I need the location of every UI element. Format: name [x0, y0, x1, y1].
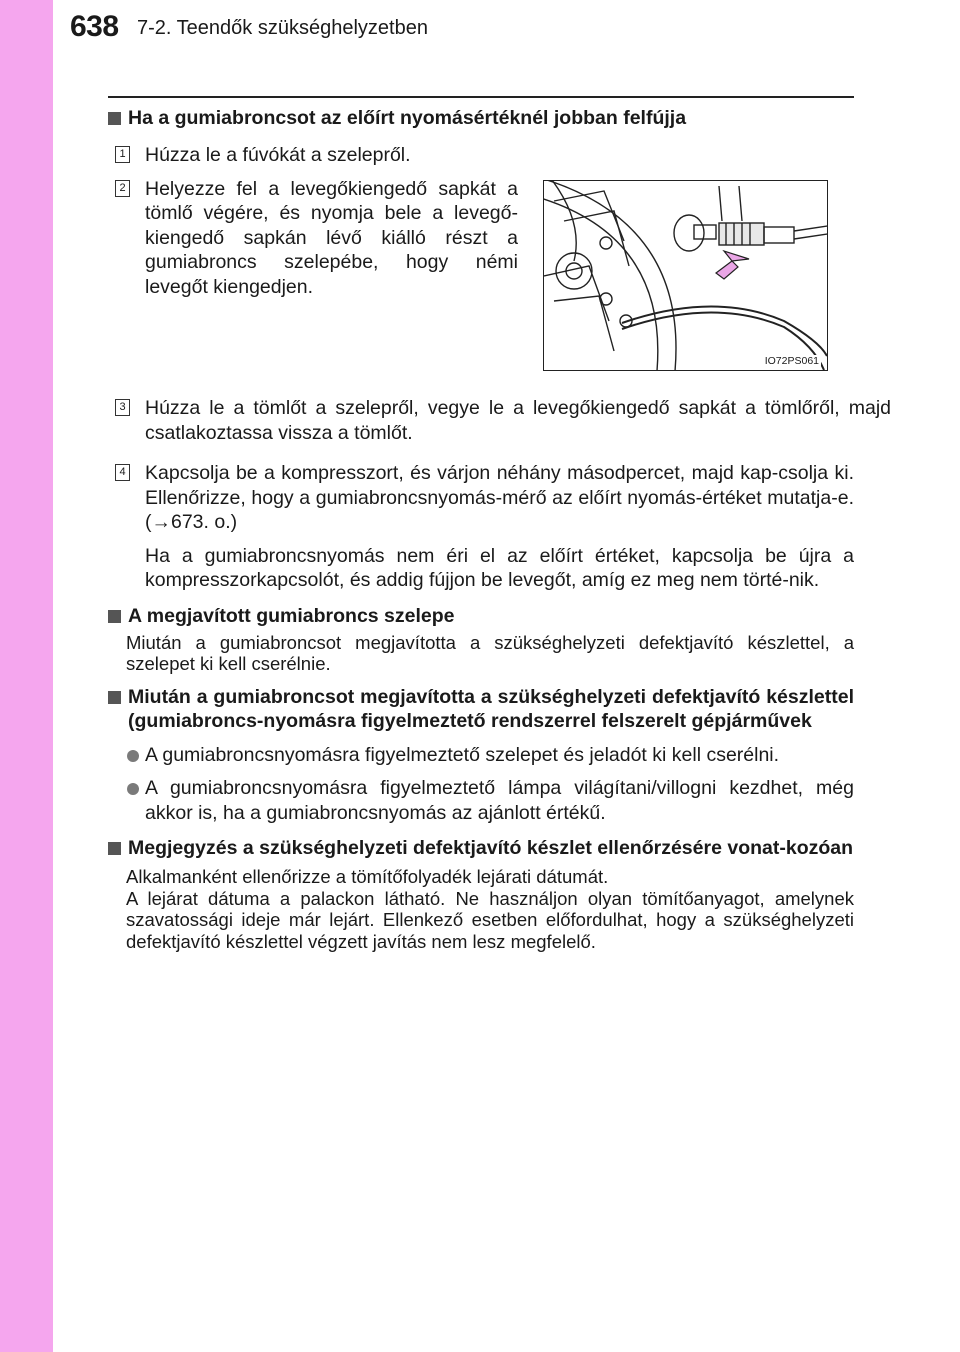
square-bullet-icon	[108, 691, 121, 704]
heading-text: Megjegyzés a szükséghelyzeti defektjavító készlet ellenőrzésére vonat-kozóan	[128, 837, 854, 859]
step-text: Kapcsolja be a kompresszort, és várjon néhány másodpercet, majd kap-csolja ki. Ellenőrizze, hogy a gumiabroncsnyomás-mérő az előírt nyomás-értéket mutatja-e. (→673. o.)	[145, 462, 854, 533]
header-rule	[108, 96, 854, 98]
bullet-text: A gumiabroncsnyomásra figyelmeztető lámpa világítani/villogni kezdhet, még akkor is, ha a gumiabroncsnyomás az ajánlott értékű.	[145, 777, 854, 824]
kit-check-body-2: A lejárat dátuma a palackon látható. Ne használjon olyan tömítőanyagot, amelynek szavatossági ideje már lejárt. Ellenkező esetben előfordulhat, hogy a szükséghelyzeti defektjavító készlettel végzett javítás nem lesz megfelelő.	[126, 887, 854, 952]
step-1	[108, 143, 854, 168]
step-number-box: 3	[115, 399, 130, 416]
page-number: 638	[70, 10, 119, 43]
step-text: Húzza le a tömlőt a szelepről, vegye le a levegőkiengedő sapkát a tömlőről, majd csatlakoztassa vissza a tömlőt.	[145, 397, 891, 444]
heading-text: A megjavított gumiabroncs szelepe	[128, 604, 455, 627]
step-4-note: Ha a gumiabroncsnyomás nem éri el az előírt értéket, kapcsolja be újra a kompresszorkapcsolót, és addig fújjon be levegőt, amíg ez meg nem törté-nik.	[145, 544, 854, 591]
repaired-valve-body: Miután a gumiabroncsot megjavította a szükséghelyzeti defektjavító készlettel, a szelepet ki kell cserélnie.	[126, 631, 854, 674]
heading-text: Miután a gumiabroncsot megjavította a szükséghelyzeti defektjavító készlettel (gumiabroncs-nyomásra figyelmeztető rendszerrel felszerelt gépjárművek	[128, 685, 854, 732]
square-bullet-icon	[108, 610, 121, 623]
step-2	[108, 177, 518, 300]
figure-code: IO72PS061	[764, 355, 819, 367]
step-3	[108, 396, 891, 445]
step-number-box: 1	[115, 146, 130, 163]
chapter-title: 7-2. Teendők szükséghelyzetben	[137, 17, 428, 39]
step-4	[108, 461, 854, 535]
valve-illustration	[543, 180, 828, 371]
kit-check-body-1: Alkalmanként ellenőrizze a tömítőfolyadék lejárati dátumát.	[126, 866, 609, 887]
wheel-valve-drawing	[544, 181, 827, 370]
tpws-bullet-2	[108, 776, 854, 825]
section-heading-tpws	[108, 685, 854, 733]
heading-text: Ha a gumiabroncsot az előírt nyomásértéknél jobban felfújja	[128, 107, 687, 129]
bullet-text: A gumiabroncsnyomásra figyelmeztető szelepet és jeladót ki kell cserélni.	[145, 743, 780, 766]
step-text: Húzza le a fúvókát a szelepről.	[145, 144, 411, 166]
step-number-box: 2	[115, 180, 130, 197]
square-bullet-icon	[108, 842, 121, 855]
step-number-box: 4	[115, 464, 130, 481]
side-tab-bar	[0, 0, 53, 1352]
section-heading-overinflated	[108, 106, 854, 130]
section-heading-repaired-valve	[108, 604, 854, 628]
step-text: Helyezze fel a levegőkiengedő sapkát a tömlő végére, és nyomja bele a levegő-kiengedő sapkán lévő kiálló részt a gumiabroncs szelepébe, hogy némi levegőt kiengedjen.	[145, 177, 518, 298]
tpws-bullet-1	[108, 743, 854, 768]
push-arrow-icon	[716, 251, 749, 279]
section-heading-kit-check	[108, 836, 854, 860]
circle-bullet-icon	[127, 750, 139, 762]
circle-bullet-icon	[127, 783, 139, 795]
square-bullet-icon	[108, 112, 121, 125]
